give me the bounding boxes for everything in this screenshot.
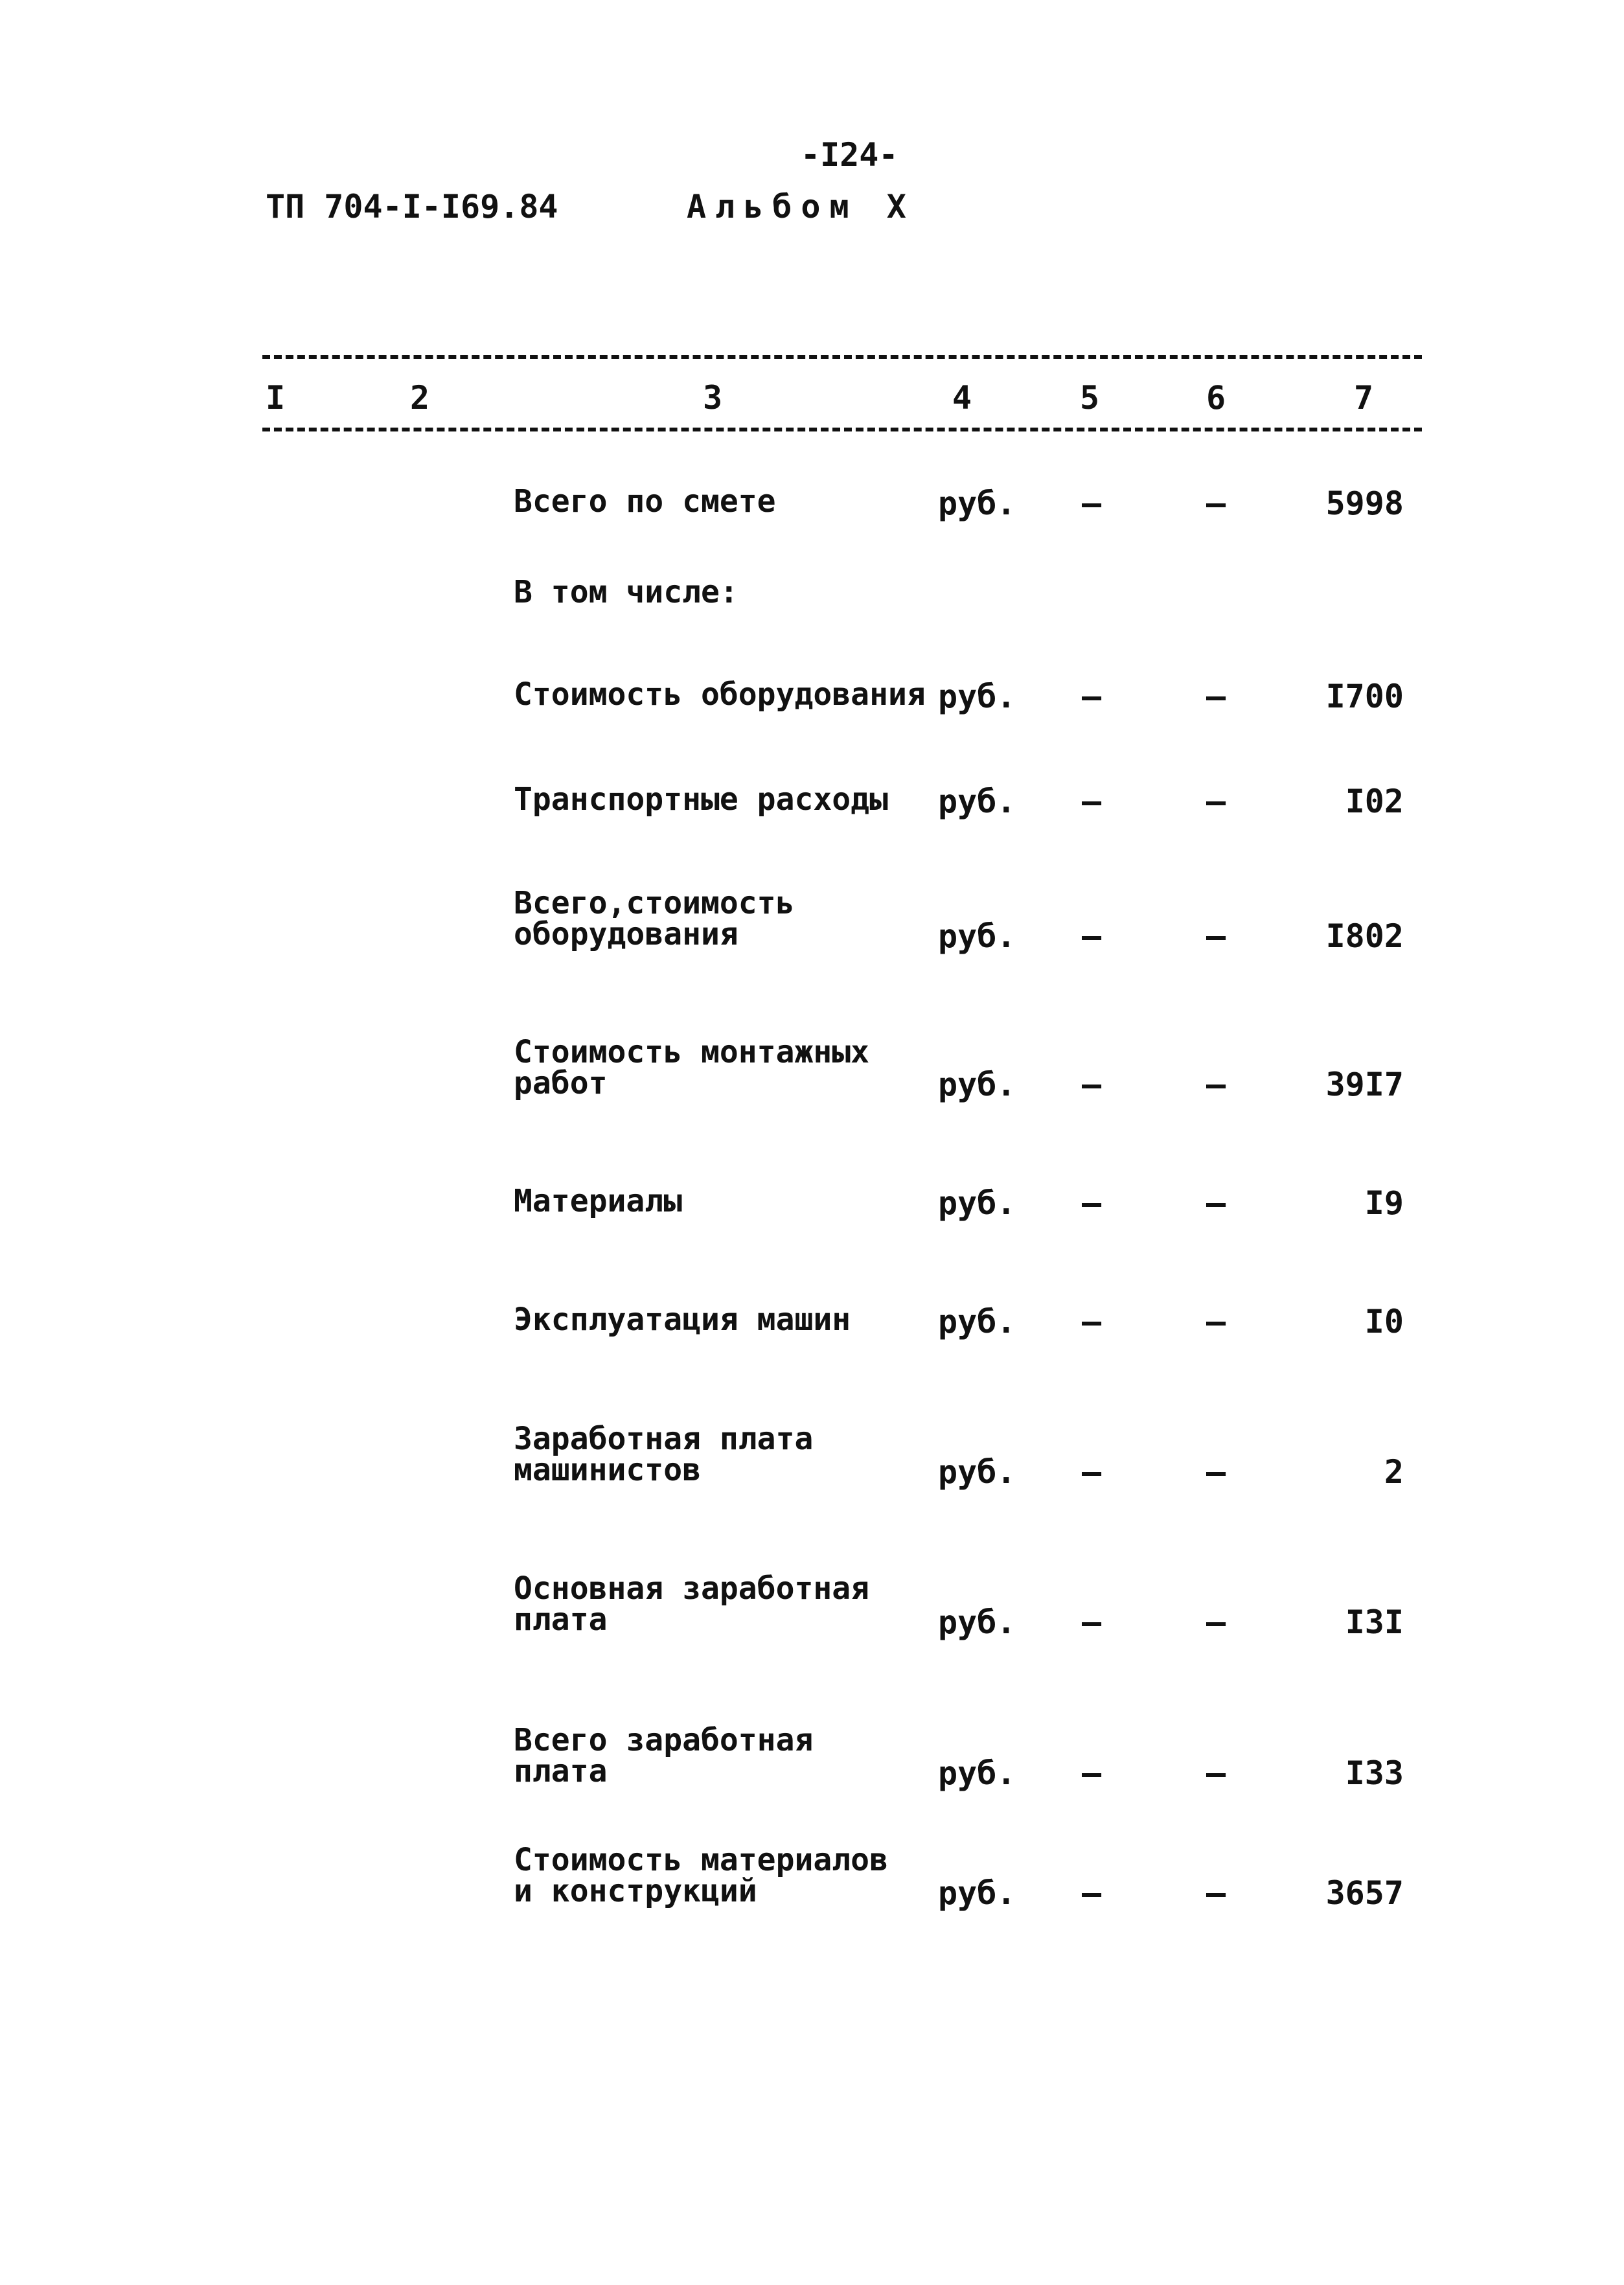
- row-value: I700: [1325, 678, 1404, 715]
- document-code: ТП 704-I-I69.84: [266, 188, 558, 225]
- row-col6: –: [1206, 1603, 1226, 1641]
- page-number: -I24-: [801, 136, 898, 174]
- row-col6: –: [1206, 1874, 1226, 1912]
- row-unit: руб.: [938, 783, 1016, 820]
- column-header-1: I: [266, 379, 286, 417]
- row-unit: руб.: [938, 1453, 1016, 1491]
- row-value: I33: [1345, 1754, 1404, 1792]
- row-col5: –: [1082, 1754, 1102, 1792]
- row-value: I02: [1345, 783, 1404, 820]
- row-label-line: Основная заработная: [514, 1570, 870, 1607]
- row-label: [514, 781, 888, 818]
- row-label: [514, 885, 795, 952]
- row-col6: –: [1206, 783, 1226, 820]
- row-label-line: Стоимость монтажных: [514, 1034, 870, 1070]
- row-col5: –: [1082, 1874, 1102, 1912]
- row-label: [514, 1722, 814, 1789]
- row-col6: –: [1206, 1066, 1226, 1103]
- row-label-line: Заработная плата: [514, 1421, 814, 1457]
- row-label-line: работ: [514, 1065, 608, 1101]
- row-label: [514, 1034, 870, 1101]
- row-label: [514, 676, 926, 713]
- row-unit: руб.: [938, 485, 1016, 522]
- row-unit: руб.: [938, 1603, 1016, 1641]
- row-label: [514, 1844, 888, 1907]
- row-value: I3I: [1345, 1603, 1404, 1641]
- album-label: Альбом X: [687, 188, 915, 225]
- row-value: 5998: [1325, 485, 1404, 522]
- row-label: [514, 1302, 851, 1338]
- row-label-line: Стоимость оборудования: [514, 676, 926, 713]
- row-label-line: Всего по смете: [514, 483, 776, 520]
- row-label: [514, 1570, 870, 1638]
- row-label-line: машинистов: [514, 1452, 701, 1488]
- row-value: I0: [1364, 1303, 1404, 1340]
- row-col6: –: [1206, 1184, 1226, 1222]
- row-label-line: Стоимость материалов: [514, 1842, 888, 1878]
- row-unit: руб.: [938, 1874, 1016, 1912]
- column-header-3: 3: [703, 379, 723, 417]
- row-col5: –: [1082, 1303, 1102, 1340]
- row-label-line: Материалы: [514, 1183, 683, 1219]
- row-col6: –: [1206, 678, 1226, 715]
- row-label-line: Транспортные расходы: [514, 781, 888, 818]
- column-header-7: 7: [1354, 379, 1374, 417]
- row-unit: руб.: [938, 1066, 1016, 1103]
- row-col6: –: [1206, 1754, 1226, 1792]
- column-header-5: 5: [1080, 379, 1100, 417]
- row-label-line: плата: [514, 1602, 608, 1638]
- row-value: I9: [1364, 1184, 1404, 1222]
- row-col6: –: [1206, 485, 1226, 522]
- row-col5: –: [1082, 917, 1102, 955]
- row-col5: –: [1082, 1603, 1102, 1641]
- row-value: 39I7: [1325, 1066, 1404, 1103]
- row-value: I802: [1325, 917, 1404, 955]
- row-unit: руб.: [938, 678, 1016, 715]
- column-header-4: 4: [952, 379, 972, 417]
- row-unit: руб.: [938, 1303, 1016, 1340]
- subheading-text: В том числе:: [514, 574, 738, 610]
- column-header-2: 2: [410, 379, 430, 417]
- row-label: [514, 483, 776, 520]
- row-value: 3657: [1325, 1874, 1404, 1912]
- row-label-line: и конструкций: [514, 1873, 757, 1909]
- row-value: 2: [1384, 1453, 1404, 1491]
- table-top-rule: [262, 355, 1422, 359]
- row-col5: –: [1082, 1184, 1102, 1222]
- row-col5: –: [1082, 485, 1102, 522]
- row-col5: –: [1082, 1066, 1102, 1103]
- row-col5: –: [1082, 1453, 1102, 1491]
- table-header-rule: [262, 428, 1422, 431]
- row-label-line: Всего заработная: [514, 1722, 814, 1758]
- row-unit: руб.: [938, 917, 1016, 955]
- row-col5: –: [1082, 783, 1102, 820]
- row-unit: руб.: [938, 1184, 1016, 1222]
- subheading: [514, 574, 738, 610]
- row-col5: –: [1082, 678, 1102, 715]
- row-label-line: Всего,стоимость: [514, 885, 795, 921]
- row-col6: –: [1206, 1303, 1226, 1340]
- row-col6: –: [1206, 1453, 1226, 1491]
- row-label-line: Эксплуатация машин: [514, 1302, 851, 1338]
- row-label-line: оборудования: [514, 916, 738, 952]
- row-label: [514, 1423, 813, 1486]
- column-header-6: 6: [1206, 379, 1226, 417]
- row-label-line: плата: [514, 1753, 608, 1789]
- row-col6: –: [1206, 917, 1226, 955]
- row-unit: руб.: [938, 1754, 1016, 1792]
- row-label: [514, 1183, 683, 1219]
